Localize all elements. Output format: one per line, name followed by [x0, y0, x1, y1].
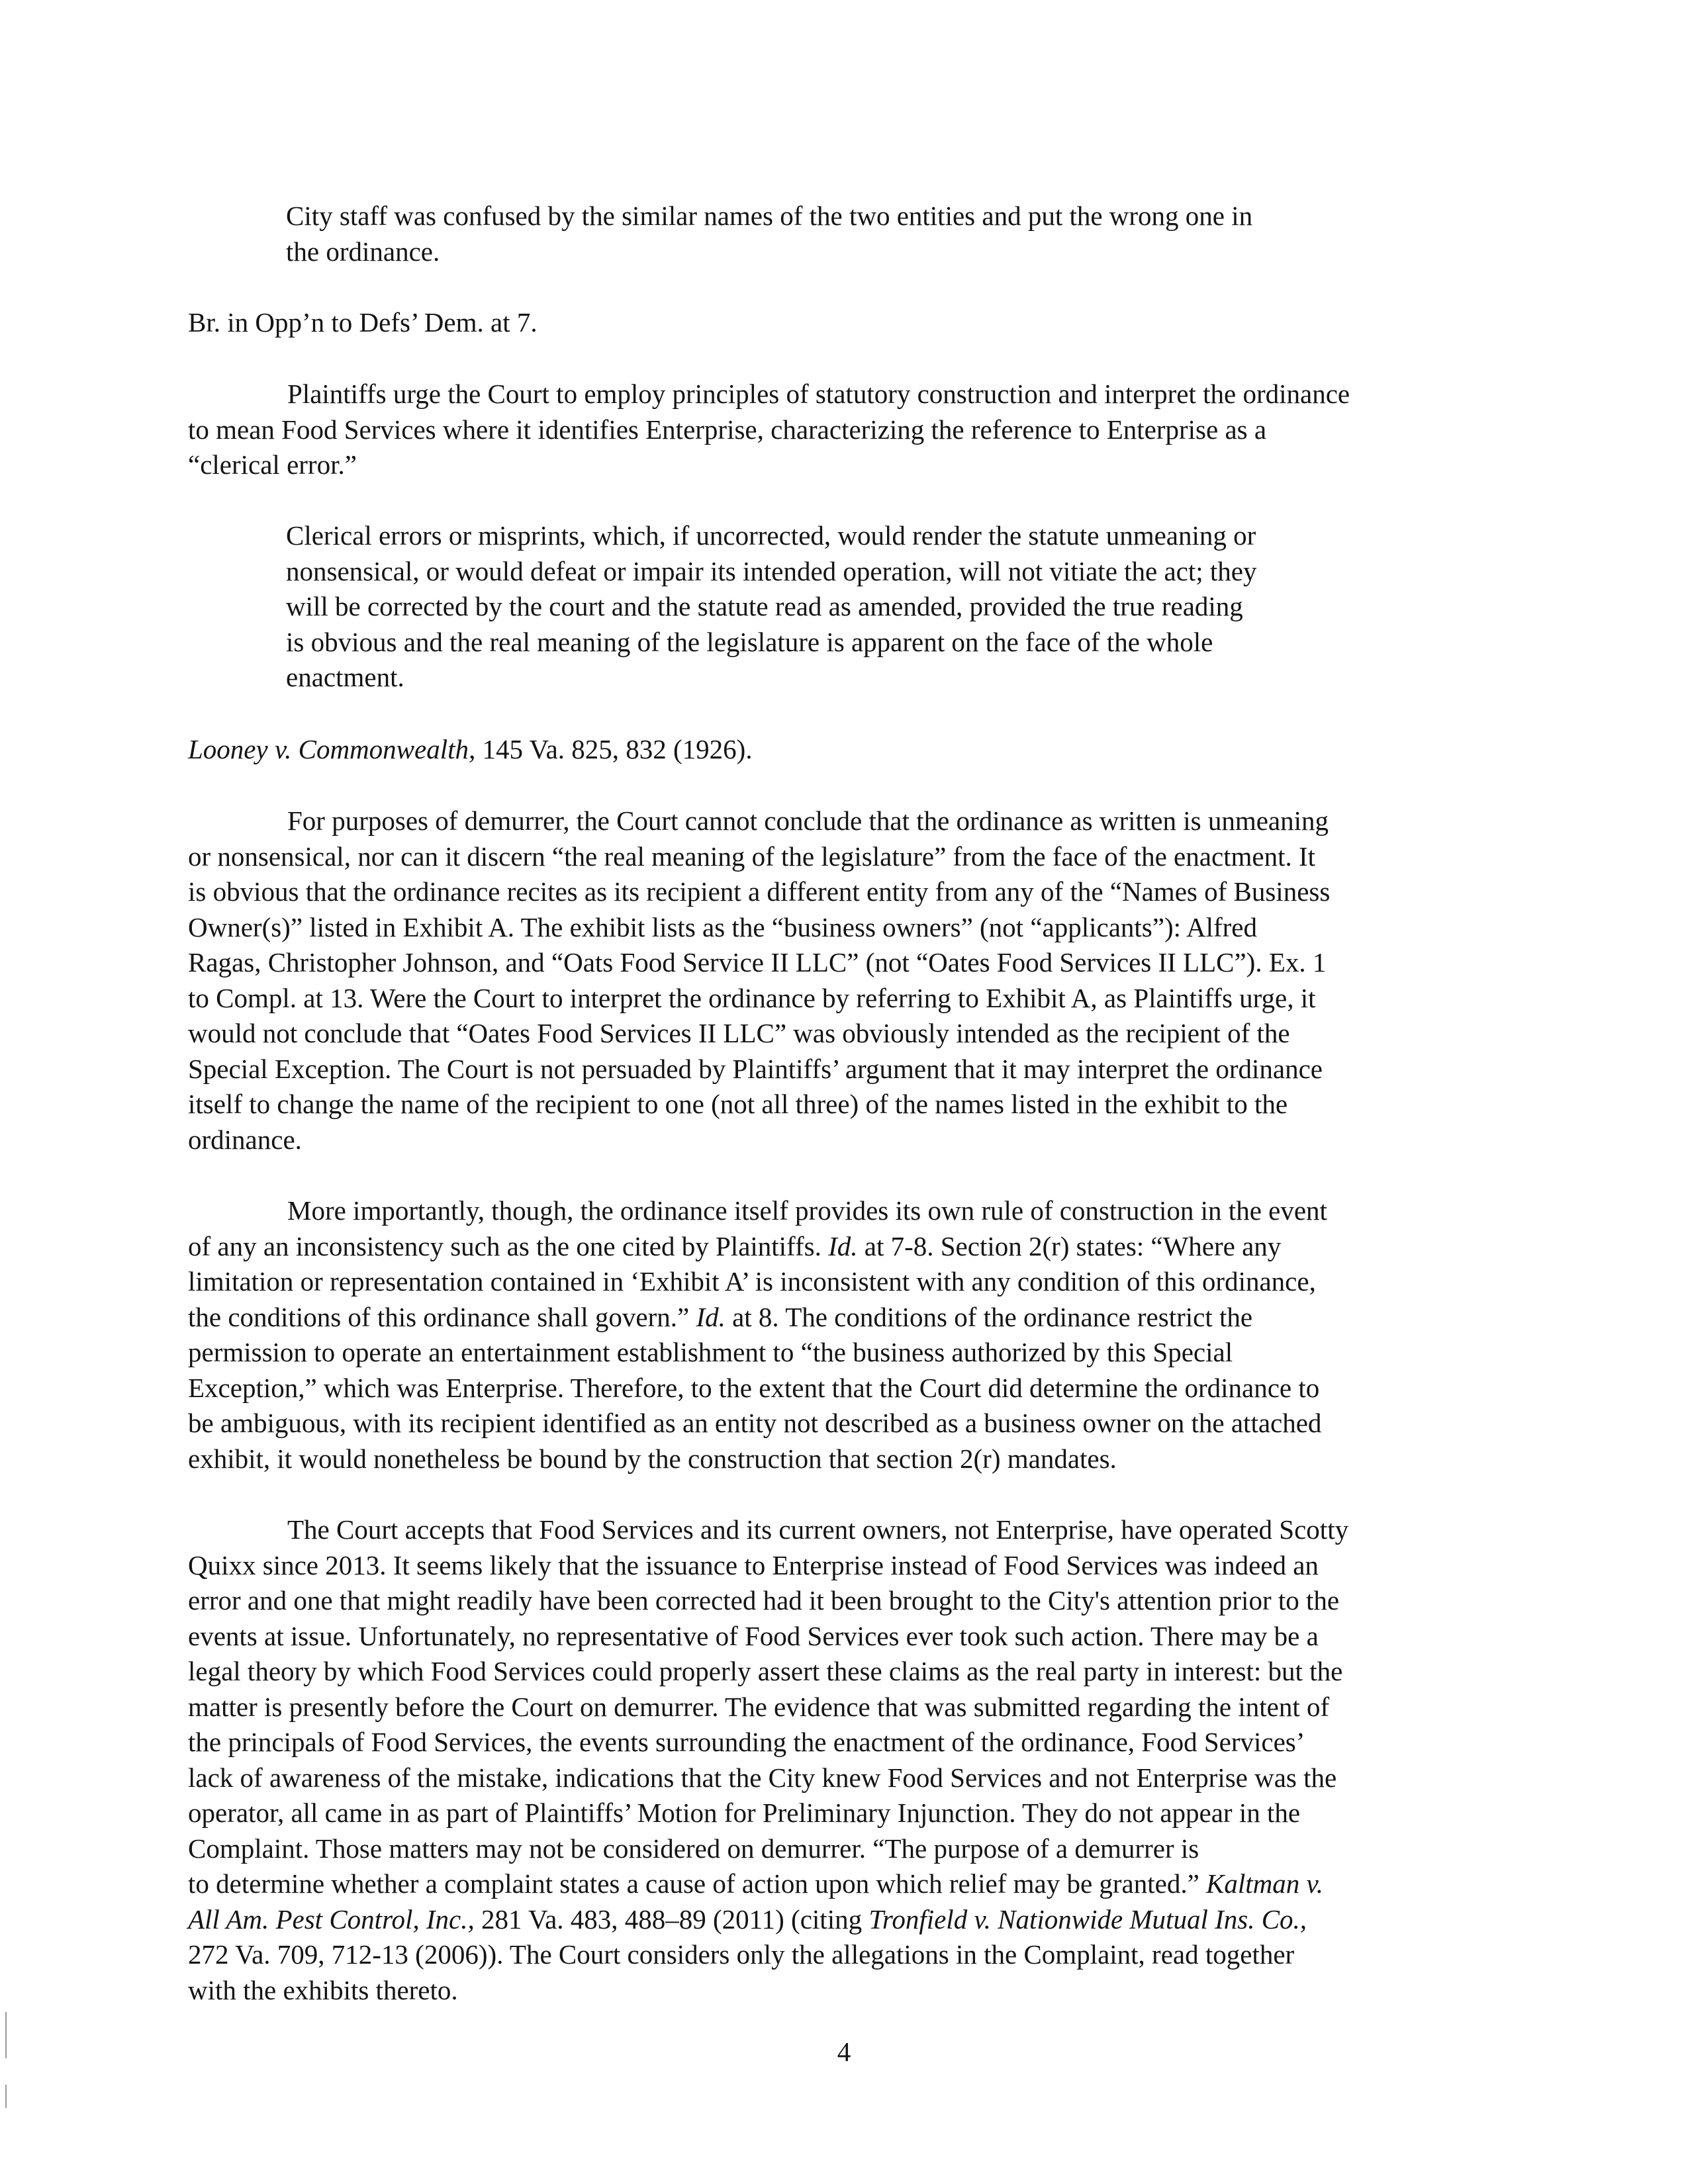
text-line: City staff was confused by the similar names of the two entities and put the wrong one in: [286, 201, 1253, 231]
block-quote-staff-confusion: [286, 199, 1504, 269]
text-line: Special Exception. The Court is not persuaded by Plaintiffs’ argument that it may interpret the ordinance: [188, 1053, 1323, 1084]
text-run: the conditions of this ordinance shall govern.”: [188, 1301, 696, 1332]
text-line: exhibit, it would nonetheless be bound by the construction that section 2(r) mandates.: [188, 1443, 1117, 1474]
citation-brief: [188, 305, 1505, 341]
text-run: to determine whether a complaint states a cause of action upon which relief may be granted.”: [188, 1868, 1207, 1899]
text-run: of any an inconsistency such as the one cited by Plaintiffs.: [188, 1230, 829, 1261]
text-line: limitation or representation contained in ‘Exhibit A’ is inconsistent with any condition of this ordinance,: [188, 1266, 1316, 1297]
text-line: [188, 377, 1505, 412]
text-line: itself to change the name of the recipient to one (not all three) of the names listed in the exhibit to the: [188, 1089, 1288, 1119]
id-citation: Id.: [828, 1230, 858, 1261]
text-line: 272 Va. 709, 712-13 (2006)). The Court considers only the allegations in the Complaint, read together: [188, 1939, 1295, 1970]
text-line: is obvious that the ordinance recites as its recipient a different entity from any of the “Names of Business: [188, 876, 1331, 907]
text-line: be ambiguous, with its recipient identified as an entity not described as a business owner on the attached: [188, 1408, 1322, 1438]
text-line: nonsensical, or would defeat or impair its intended operation, will not vitiate the act; they: [286, 555, 1257, 586]
block-quote-clerical-errors: [286, 518, 1504, 696]
page-number: 4: [837, 2036, 851, 2067]
paragraph-rule-of-construction: [188, 1193, 1505, 1477]
text-line: [188, 803, 1505, 839]
text-line: matter is presently before the Court on demurrer. The evidence that was submitted regarding the intent of: [188, 1691, 1330, 1722]
text-line: or nonsensical, nor can it discern “the real meaning of the legislature” from the face of the enactment. It: [188, 841, 1316, 872]
text-run: The Court accepts that Food Services and its current owners, not Enterprise, have operated Scotty: [287, 1514, 1349, 1545]
paragraph-plaintiffs-urge: [188, 377, 1505, 483]
text-line: Exception,” which was Enterprise. Therefore, to the extent that the Court did determine the ordinance to: [188, 1372, 1320, 1403]
text-line: to mean Food Services where it identifies Enterprise, characterizing the reference to Enterprise as a: [188, 414, 1267, 445]
text-line: Owner(s)” listed in Exhibit A. The exhibit lists as the “business owners” (not “applicants”): Alfred: [188, 911, 1257, 942]
text-line: the principals of Food Services, the events surrounding the enactment of the ordinance, Food Services’: [188, 1727, 1305, 1757]
text-line: operator, all came in as part of Plaintiffs’ Motion for Preliminary Injunction. They do not appear in the: [188, 1797, 1301, 1828]
case-name: Looney v. Commonwealth,: [188, 734, 476, 764]
text-run: 281 Va. 483, 488–89 (2011) (citing: [474, 1903, 869, 1934]
text-line: enactment.: [286, 662, 404, 692]
text-line: Ragas, Christopher Johnson, and “Oats Food Service II LLC” (not “Oates Food Services II LLC”). Ex. 1: [188, 947, 1327, 978]
text-line: Quixx since 2013. It seems likely that the issuance to Enterprise instead of Food Services was indeed an: [188, 1549, 1319, 1580]
text-line: would not conclude that “Oates Food Services II LLC” was obviously intended as the recipient of the: [188, 1018, 1290, 1048]
text-run: For purposes of demurrer, the Court cannot conclude that the ordinance as written is unmeaning: [287, 805, 1329, 836]
text-line: Complaint. Those matters may not be considered on demurrer. “The purpose of a demurrer is: [188, 1833, 1199, 1864]
text-line: to Compl. at 13. Were the Court to interpret the ordinance by referring to Exhibit A, as Plaintiffs urge, it: [188, 982, 1316, 1013]
paragraph-demurrer-purposes: [188, 803, 1505, 1158]
text-line: lack of awareness of the mistake, indications that the City knew Food Services and not Enterprise was the: [188, 1762, 1337, 1793]
case-name: Kaltman v.: [1206, 1868, 1323, 1899]
text-run: at 8. The conditions of the ordinance restrict the: [725, 1301, 1253, 1332]
text-line: ordinance.: [188, 1124, 302, 1155]
paragraph-court-accepts: [188, 1512, 1505, 2008]
id-citation: Id.: [696, 1301, 726, 1332]
text-line: [188, 732, 1505, 768]
text-line: error and one that might readily have been corrected had it been brought to the City's attention prior to the: [188, 1585, 1340, 1615]
text-run: 145 Va. 825, 832 (1926).: [475, 734, 753, 764]
text-run: Plaintiffs urge the Court to employ principles of statutory construction and interpret the ordinance: [287, 379, 1350, 409]
scan-edge-mark: [5, 2085, 7, 2108]
text-line: [188, 1512, 1505, 1548]
text-run: More importantly, though, the ordinance itself provides its own rule of construction in the event: [287, 1195, 1327, 1226]
text-line: [188, 1229, 1505, 1265]
text-line: [188, 1193, 1505, 1229]
text-line: permission to operate an entertainment establishment to “the business authorized by this Special: [188, 1337, 1233, 1367]
text-line: legal theory by which Food Services could properly assert these claims as the real party in interest: but the: [188, 1656, 1343, 1686]
text-line: with the exhibits thereto.: [188, 1974, 458, 2005]
text-line: Clerical errors or misprints, which, if uncorrected, would render the statute unmeaning or: [286, 520, 1256, 551]
text-line: the ordinance.: [286, 236, 440, 267]
citation-looney: [188, 732, 1505, 768]
text-line: is obvious and the real meaning of the legislature is apparent on the face of the whole: [286, 626, 1213, 657]
text-line: [188, 1866, 1505, 1902]
scan-edge-mark: [5, 2012, 7, 2058]
text-line: [188, 1902, 1505, 1938]
text-line: events at issue. Unfortunately, no representative of Food Services ever took such action. There may be a: [188, 1620, 1319, 1651]
text-line: Br. in Opp’n to Defs’ Dem. at 7.: [188, 307, 538, 338]
text-line: “clerical error.”: [188, 449, 357, 480]
text-line: [188, 1300, 1505, 1336]
case-name: All Am. Pest Control, Inc.,: [188, 1903, 475, 1934]
case-name: Tronfield v. Nationwide Mutual Ins. Co.,: [868, 1903, 1307, 1934]
text-run: at 7-8. Section 2(r) states: “Where any: [857, 1230, 1282, 1261]
text-line: will be corrected by the court and the statute read as amended, provided the true reading: [286, 591, 1243, 621]
